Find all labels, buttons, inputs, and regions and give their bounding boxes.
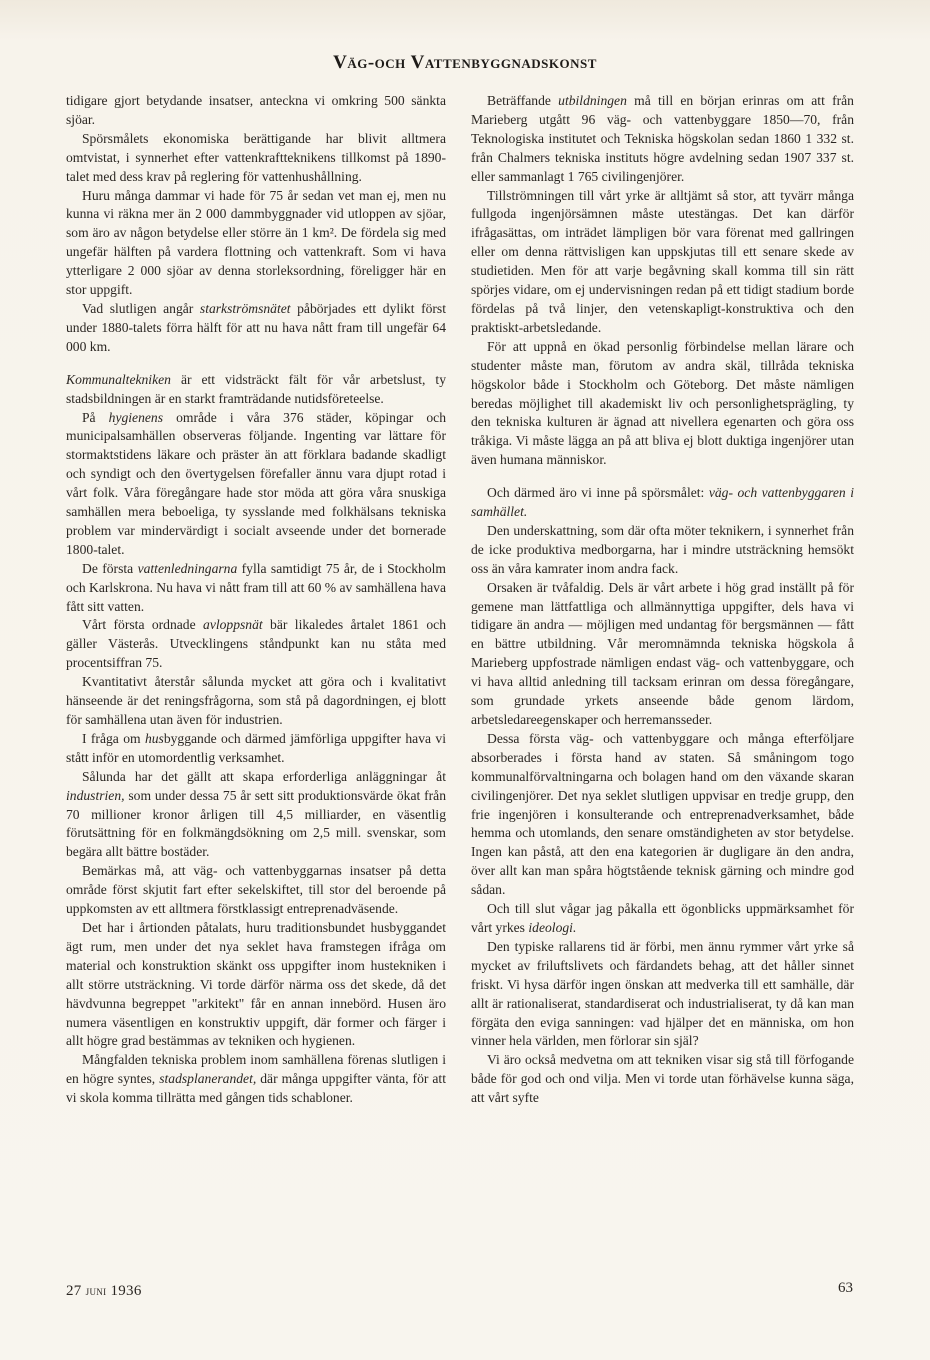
paragraph: För att uppnå en ökad personlig förbindelse mellan lärare och studenter måste man, förutom av andra skäl, tillråda tekniska högskolor både i Stockholm och Göteborg. Det måste nämligen beredas möjlighet till akademiskt liv och personlighetsprägling, ty den tekniska kulturen är ägnad att nivellera egenarten och göra oss tråkiga. Vi måste lägga an på att bliva ej blott duktiga ingenjörer utan även humana människor. <box>471 338 854 468</box>
paragraph: Vad slutligen angår starkströmsnätet påbörjades ett dylikt först under 1880-talets förra hälft för att nu hava nått fram till ungefär 64 000 km. <box>66 300 446 354</box>
issue-date: 27 juni 1936 <box>66 1283 142 1299</box>
running-title: Väg-och Vattenbyggnadskonst <box>333 52 597 73</box>
right-column <box>471 92 854 1272</box>
paragraph: Och därmed äro vi inne på spörsmålet: väg- och vattenbyggaren i samhället. <box>471 485 854 520</box>
paragraph: Vi äro också medvetna om att tekniken visar sig stå till förfogande både för god och ond vilja. Men vi torde utan förhävelse kunna säga, att vårt syfte <box>471 1052 854 1106</box>
paragraph: Orsaken är tvåfaldig. Dels är vårt arbete i hög grad inställt på för gemene man lättfattliga och allmännyttiga uppgifter, dels hava vi tidigare än andra — möjligen med undantag för bergsmännen — fått en bättre utbildning. Vår meromnämnda tekniska högskola å Marieberg uppfostrade nämligen endast väg- och vattenbyggare, och vi hava alltid anledning till tacksam erinran om dessa föregångare, som grundade yrkets anseende både genom lärdom, arbetsledareegenskaper och herremansseder. <box>471 579 854 727</box>
paragraph: Spörsmålets ekonomiska berättigande har blivit alltmera omtvistat, i synnerhet efter vattenkraftteknikens tillkomst på 1890-talet med dess krav på reglering för vattenhushållning. <box>66 130 446 184</box>
paragraph: Tillströmningen till vårt yrke är alltjämt så stor, att tyvärr många fullgoda ingenjörsämnen måste utestängas. Det kan därför ifrågasättas, om inträdet lämpligen bör vara förenat med gallringen eller om denna rättvisligen kan uppskjutas till ett senare skede av studietiden. Men för att varje begåvning skall komma till sin rätt spörjes vidare, om ej undervisningen redan på ett tidigt stadium borde fördelas på två linjer, den vetenskapligt-konstruktiva och den praktiskt-arbetsledande. <box>471 187 854 335</box>
paragraph: På hygienens område i våra 376 städer, köpingar och municipalsamhällen observeras följande. Ingenting var lättare för stormaktstidens läkare och präster än att förklara badande skadligt och syndigt och den övertygelsen förefaller ännu vara djupt rotad i vårt folk. Våra föregångare hade stor möda att göra våra snuskiga samhällen mera beboeliga, ty sysslande med folkhälsans tekniska problem var mindervärdigt i socialt avseende under det bornerade 1800-talet. <box>66 409 446 557</box>
paragraph: Mångfalden tekniska problem inom samhällena förenas slutligen i en högre syntes, stadsplanerandet, där många uppgifter vänta, för att vi skola komma tillrätta med gången tids schabloner. <box>66 1052 446 1106</box>
paragraph: Den typiske rallarens tid är förbi, men ännu rymmer vårt yrke så mycket av friluftslivets och färdandets behag, att det håller sinnet friskt. Vi hysa därför ingen önskan att medverka till ett samhälle, där allt är rationaliserat, standardiserat och industrialiserat, ty då kan man förgäta den eviga sanningen: vad hjälper det en människa, om hon vinner hela världen, men förlorar sin själ? <box>471 938 854 1049</box>
paragraph: Kommunaltekniken är ett vidsträckt fält för vår arbetslust, ty stadsbildningen är en starkt framträdande nutidsföreteelse. <box>66 371 446 406</box>
paragraph: Bemärkas må, att väg- och vattenbyggarnas insatser på detta område först skjutit fart efter sekelskiftet, till stor del beroende på uppkomsten av ett alltmera förstklassigt entreprenadväsende. <box>66 863 446 917</box>
paragraph: Den underskattning, som där ofta möter teknikern, i synnerhet från de icke produktiva medborgarna, har i mindre utsträckning hemsökt oss än våra kamrater inom andra fack. <box>471 522 854 576</box>
paragraph: Beträffande utbildningen må till en början erinras om att från Marieberg utgått 96 väg- och vattenbyggare 1850—70, från Teknologiska institutet och Tekniska högskolan sedan 1860 1 332 st. från Chalmers tekniska instituts högre avdelning sedan 1907 337 st. eller sammanlagt 1 765 civilingenjörer. <box>471 93 854 184</box>
left-column <box>66 92 446 1272</box>
paragraph: Dessa första väg- och vattenbyggare och många efterföljare absorberades i första hand av staten. Så småningom togo kommunalförvaltningarna och bolagen hand om den växande skaran civilingenjörer. Det nya seklet slutligen uppvisar en tredje grupp, den frie ingenjören i konsulterande och entreprenadverksamhet, både hemma och utomlands, den senare omständigheten av stor betydelse. Ingen kan påstå, att den ena kategorien är dugligare än den andra, över allt kan man spåra högtstående teknisk gärning och mindre god sådan. <box>471 730 854 898</box>
paragraph: Det har i årtionden påtalats, huru traditionsbundet husbyggandet ägt rum, men under det nya seklet hava framstegen ifråga om material och konstruktion skänkt oss uppgifter inom hustekniken i allt större utsträckning. Vi torde därför närma oss det skede, då det hävdvunna begreppet "arkitekt" får en annan innebörd. Husen äro numera väsentligen en konstruktiv uppgift, där former och färger i allt högre grad bestämmas av tekniken och hygienen. <box>66 919 446 1049</box>
paragraph: De första vattenledningarna fylla samtidigt 75 år, de i Stockholm och Karlskrona. Nu hava vi nått fram till att 60 % av samhällena hava fått sitt vatten. <box>66 560 446 614</box>
paragraph: Kvantitativt återstår sålunda mycket att göra och i kvalitativt hänseende är det reningsfrågorna, som stå på dagordningen, ej blott för samhällena utan även för industrien. <box>66 674 446 727</box>
paragraph: Vårt första ordnade avloppsnät bär likaledes årtalet 1861 och gäller Västerås. Utvecklingens ståndpunkt kan nu ståta med procentsiffran 75. <box>66 617 446 671</box>
page-number: 63 <box>838 1280 853 1296</box>
paragraph: Huru många dammar vi hade för 75 år sedan vet man ej, men nu kunna vi räkna mer än 2 000 dammbyggnader vid utloppen av sjöar, som äro av någon betydelse eller större än 1 km². De fördela sig med ungefär hälften på vardera flottning och vattenkraft. Som vi hava ytterligare 2 000 sjöar av denna storleksordning, föreligger här en stor uppgift. <box>66 187 446 298</box>
paragraph: I fråga om husbyggande och därmed jämförliga uppgifter hava vi stått inför en utomordentlig verksamhet. <box>66 730 446 765</box>
paragraph: Och till slut vågar jag påkalla ett ögonblicks uppmärksamhet för vårt yrkes ideologi. <box>471 901 854 935</box>
paragraph: tidigare gjort betydande insatser, anteckna vi omkring 500 sänkta sjöar. <box>66 93 446 127</box>
paragraph: Sålunda har det gällt att skapa erforderliga anläggningar åt industrien, som under dessa 75 år sett sitt produktionsvärde ökat från 70 millioner kronor årligen till 4,5 milliarder, en väsentlig förutsättning för en folkmängdsökning om 2,5 mill. svenskar, som begära allt bättre bostäder. <box>66 768 446 860</box>
